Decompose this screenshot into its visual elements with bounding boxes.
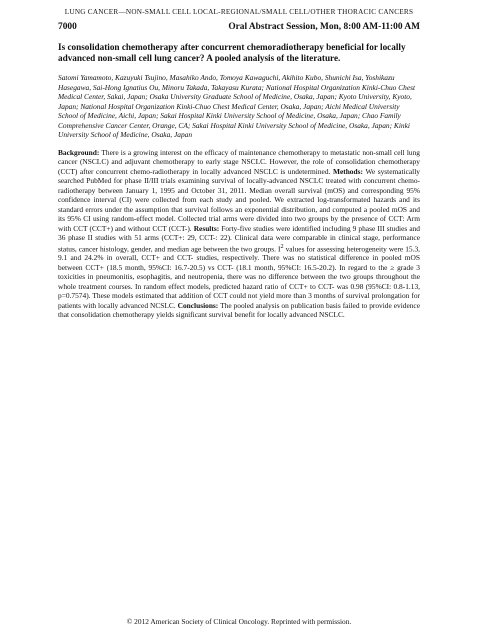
- conclusions-text: The pooled analysis on publication basis failed to provide evidence that consolidation chemotherapy yields significant survival benefit for locally advanced NSCLC.: [58, 300, 420, 320]
- results-text: Forty-five studies were identified including 9 phase III studies and 36 phase II studies with 51 arms (CCT+: 29, CCT-: 22). Clinical data were comparable in clinical stage, performance status, cancer histology, gender, and median age between the two groups. I: [58, 223, 420, 253]
- abstract-number: 7000: [58, 22, 77, 32]
- abstract-body: [58, 148, 420, 320]
- running-header: LUNG CANCER—NON-SMALL CELL LOCAL-REGIONAL/SMALL CELL/OTHER THORACIC CANCERS: [64, 8, 414, 16]
- methods-label: Methods:: [332, 166, 363, 176]
- background-text: There is a growing interest on the efficacy of maintenance chemotherapy to metastatic non-small cell lung cancer (NSCLC) and adjuvant chemotherapy to early stage NSCLC. However, the role of consolidation chemotherapy (CCT) after concurrent chemo-radiotherapy in locally advanced NSCLC is undetermined.: [58, 147, 420, 176]
- abstract-page: [58, 8, 420, 320]
- copyright-footer: © 2012 American Society of Clinical Oncology. Reprinted with permission.: [126, 617, 352, 626]
- session-info: Oral Abstract Session, Mon, 8:00 AM-11:00 AM: [228, 22, 420, 32]
- methods-text: We systematically searched PubMed for phase II/III trials examining survival of locally-advanced NSCLC treated with concurrent chemo-radiotherapy between January 1, 1995 and October 31, 2011. Median overall survival (mOS) and corresponding 95% confidence interval (CI) were collected from each study and pooled. We extracted log-transformated hazards and its standard errors under the assumption that survival follows an exponential distribution, and computed a pooled mOS and its 95% CI using random-effect model. Collected trial arms were divided into two groups by the presence of CCT: Arm with CCT (CCT+) and without CCT (CCT-).: [58, 166, 420, 233]
- author-affiliations: Satomi Yamamoto, Kazuyuki Tsujino, Masahiko Ando, Tomoya Kawaguchi, Akihito Kubo, Shunichi Isa, Yoshikazu Hasegawa, Sai-Hong Ignatius Ou, Minoru Takada, Takayasu Kurata; National Hospital Organization Kinki-Chuo Chest Medical Center, Sakai, Japan; Osaka University Graduate School of Medicine, Osaka, Japan; Kyoto University, Kyoto, Japan; National Hospital Organization Kinki-Chuo Chest Medical Center, Osaka, Japan; Aichi Medical University School of Medicine, Aichi, Japan; Sakai Hospital Kinki University School of Medicine, Osaka, Japan; Chao Family Comprehensive Cancer Center, Orange, CA; Sakai Hospital Kinki University School of Medicine, Osaka, Japan; Kinki University School of Medicine, Osaka, Japan: [58, 73, 416, 139]
- background-label: Background:: [58, 147, 100, 157]
- conclusions-label: Conclusions:: [177, 300, 219, 310]
- results-text-continued: values for assessing heterogeneity were 15.3, 9.1 and 24.2% in overall, CCT+ and CCT- studies, respectively. There was no statistical difference in pooled mOS between CCT+ (18.5 month, 95%CI: 16.7-20.5) vs CCT- (18.1 month, 95%CI: 16.5-20.2). In regard to the ≥ grade 3 toxicities in pneumonitis, esophagitis, and neutropenia, there was no difference between the two groups throughout the whole treatment courses. In random effect models, predicted hazard ratio of CCT+ to CCT- was 0.98 (95%CI: 0.8-1.13, p=0.7574). These models estimated that addition of CCT could not yield more than 3 months of survival prolongation for patients with locally advanced NCSLC.: [58, 243, 421, 310]
- session-row: [58, 22, 420, 33]
- results-label: Results:: [193, 223, 220, 233]
- abstract-title: Is consolidation chemotherapy after concurrent chemoradiotherapy beneficial for locally advanced non-small cell lung cancer? A pooled analysis of the literature.: [58, 42, 406, 63]
- results-superscript: 2: [280, 243, 284, 250]
